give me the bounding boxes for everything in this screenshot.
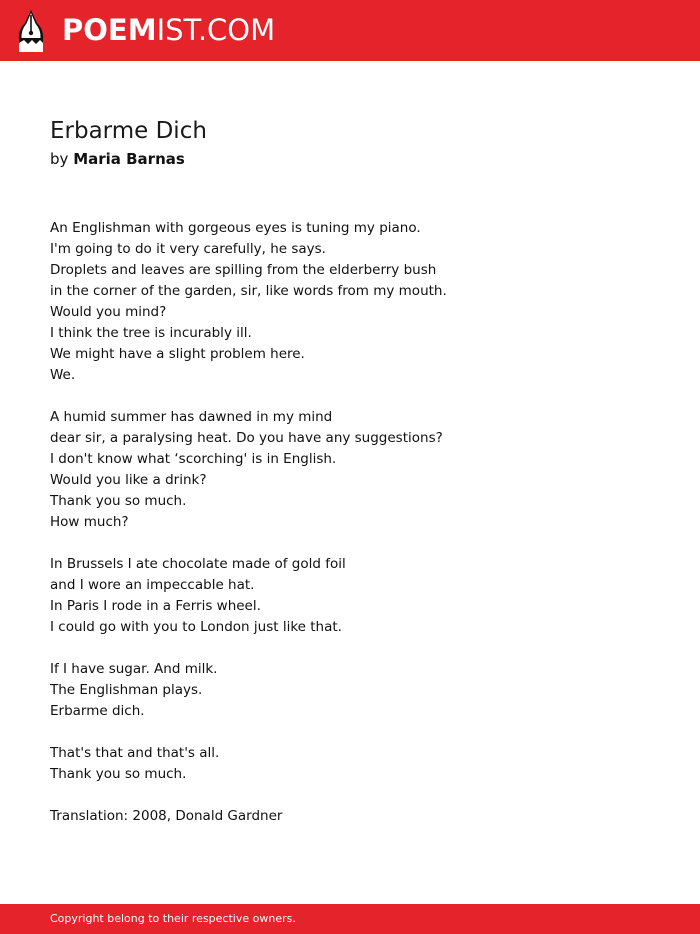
- stanza: [50, 407, 650, 533]
- stanza: [50, 554, 650, 638]
- site-header: [0, 0, 700, 61]
- poem-line: dear sir, a paralysing heat. Do you have any suggestions?: [50, 430, 443, 446]
- poem-line: I don't know what ‘scorching' is in English.: [50, 451, 337, 467]
- poem-line: I think the tree is incurably ill.: [50, 325, 252, 341]
- author-name: Maria Barnas: [73, 150, 185, 168]
- poem-line: Erbarme dich.: [50, 703, 145, 719]
- poem-line: That's that and that's all.: [50, 745, 220, 761]
- poem-line: How much?: [50, 514, 129, 530]
- poem-title: Erbarme Dich: [50, 118, 207, 144]
- poem-line: In Brussels I ate chocolate made of gold foil: [50, 556, 346, 572]
- poem-line: We.: [50, 367, 76, 383]
- logo-text-light: IST.COM: [156, 13, 276, 47]
- by-label: by: [50, 150, 69, 168]
- site-logo[interactable]: [62, 12, 275, 48]
- poem-line: Would you mind?: [50, 304, 167, 320]
- poem-body: [50, 218, 650, 827]
- poem-line: A humid summer has dawned in my mind: [50, 409, 333, 425]
- poem-line: Thank you so much.: [50, 493, 187, 509]
- poem-line: Thank you so much.: [50, 766, 187, 782]
- stanza: [50, 743, 650, 785]
- poem-line: Droplets and leaves are spilling from the elderberry bush: [50, 262, 437, 278]
- translation-credit: Translation: 2008, Donald Gardner: [50, 808, 283, 824]
- poem-line: and I wore an impeccable hat.: [50, 577, 255, 593]
- site-footer: [0, 904, 700, 934]
- byline: [50, 148, 185, 170]
- fountain-pen-nib-icon: [18, 10, 44, 52]
- poem-line: I could go with you to London just like that.: [50, 619, 342, 635]
- poem-line: An Englishman with gorgeous eyes is tuning my piano.: [50, 220, 421, 236]
- poem-line: in the corner of the garden, sir, like words from my mouth.: [50, 283, 447, 299]
- poem-line: The Englishman plays.: [50, 682, 203, 698]
- logo-text-strong: POEM: [62, 13, 157, 47]
- poem-line: We might have a slight problem here.: [50, 346, 305, 362]
- stanza: [50, 218, 650, 386]
- poem-line: In Paris I rode in a Ferris wheel.: [50, 598, 261, 614]
- poem-line: Would you like a drink?: [50, 472, 207, 488]
- stanza: [50, 659, 650, 722]
- poem-line: I'm going to do it very carefully, he says.: [50, 241, 326, 257]
- copyright-notice: Copyright belong to their respective owners.: [50, 912, 296, 925]
- poem-line: If I have sugar. And milk.: [50, 661, 218, 677]
